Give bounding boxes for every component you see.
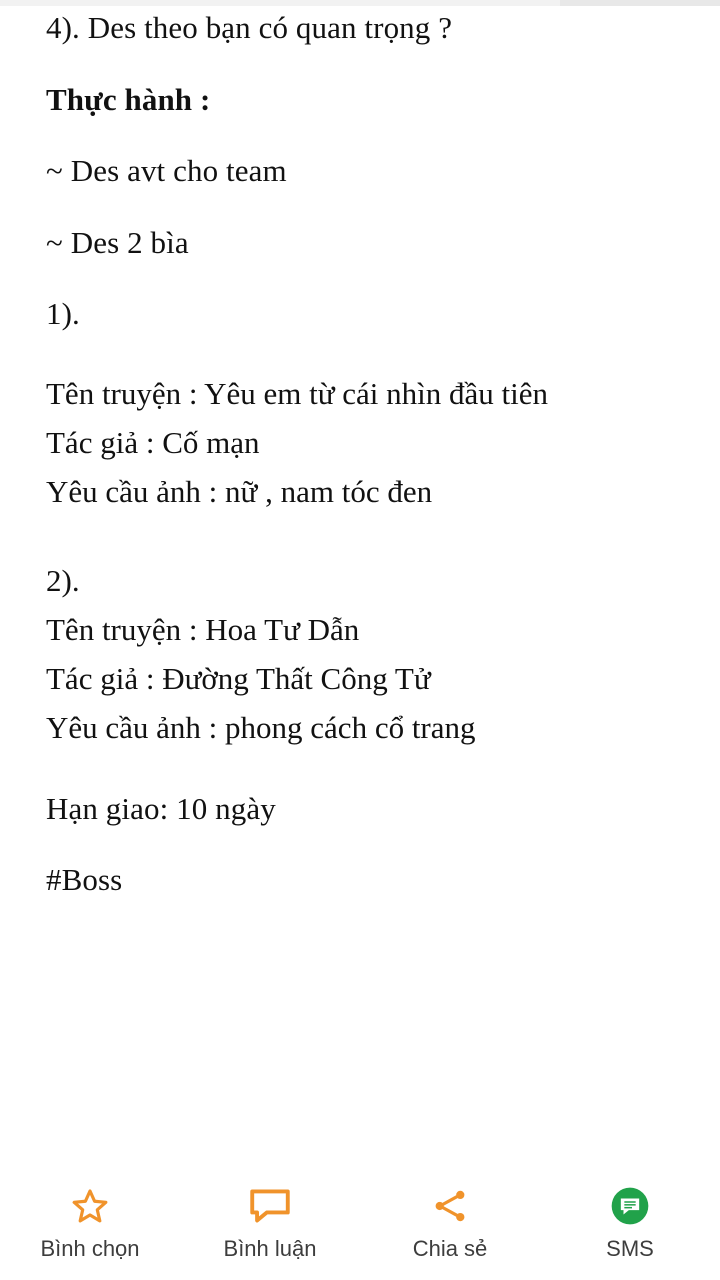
share-button[interactable] (360, 1186, 540, 1262)
share-label: Chia sẻ (412, 1236, 488, 1261)
question-line: 4). Des theo bạn có quan trọng ? (46, 10, 453, 45)
sms-button[interactable] (540, 1186, 720, 1262)
comment-label: Bình luận (223, 1236, 317, 1261)
item-1-image-request: Yêu cầu ảnh : nữ , nam tóc đen (46, 473, 433, 509)
vote-button[interactable] (0, 1186, 180, 1262)
hashtag-line: #Boss (46, 862, 123, 898)
item-2-image-request: Yêu cầu ảnh : phong cách cổ trang (46, 709, 476, 745)
bullet-avatar: ~ Des avt cho team (46, 153, 287, 189)
item-1-details (46, 370, 684, 517)
star-icon (68, 1186, 112, 1226)
practice-heading: Thực hành : (46, 81, 211, 117)
item-2-title: Tên truyện : Hoa Tư Dẫn (46, 611, 360, 647)
item-2-number: 2). (46, 562, 80, 598)
sms-label: SMS (606, 1236, 654, 1261)
comment-icon (248, 1186, 292, 1226)
item-1-title: Tên truyện : Yêu em từ cái nhìn đầu tiên (46, 376, 549, 412)
bottom-action-bar (0, 1168, 720, 1280)
sms-icon (608, 1186, 652, 1226)
comment-button[interactable] (180, 1186, 360, 1262)
vote-label: Bình chọn (40, 1236, 140, 1261)
item-2-author: Tác giả : Đường Thất Công Tử (46, 660, 431, 696)
article-content (0, 6, 720, 936)
bullet-covers: ~ Des 2 bìa (46, 224, 189, 260)
share-icon (428, 1186, 472, 1226)
item-1-number: 1). (46, 296, 80, 332)
item-2-details (46, 557, 684, 753)
item-1-author: Tác giả : Cố mạn (46, 425, 260, 461)
deadline-line: Hạn giao: 10 ngày (46, 790, 276, 826)
